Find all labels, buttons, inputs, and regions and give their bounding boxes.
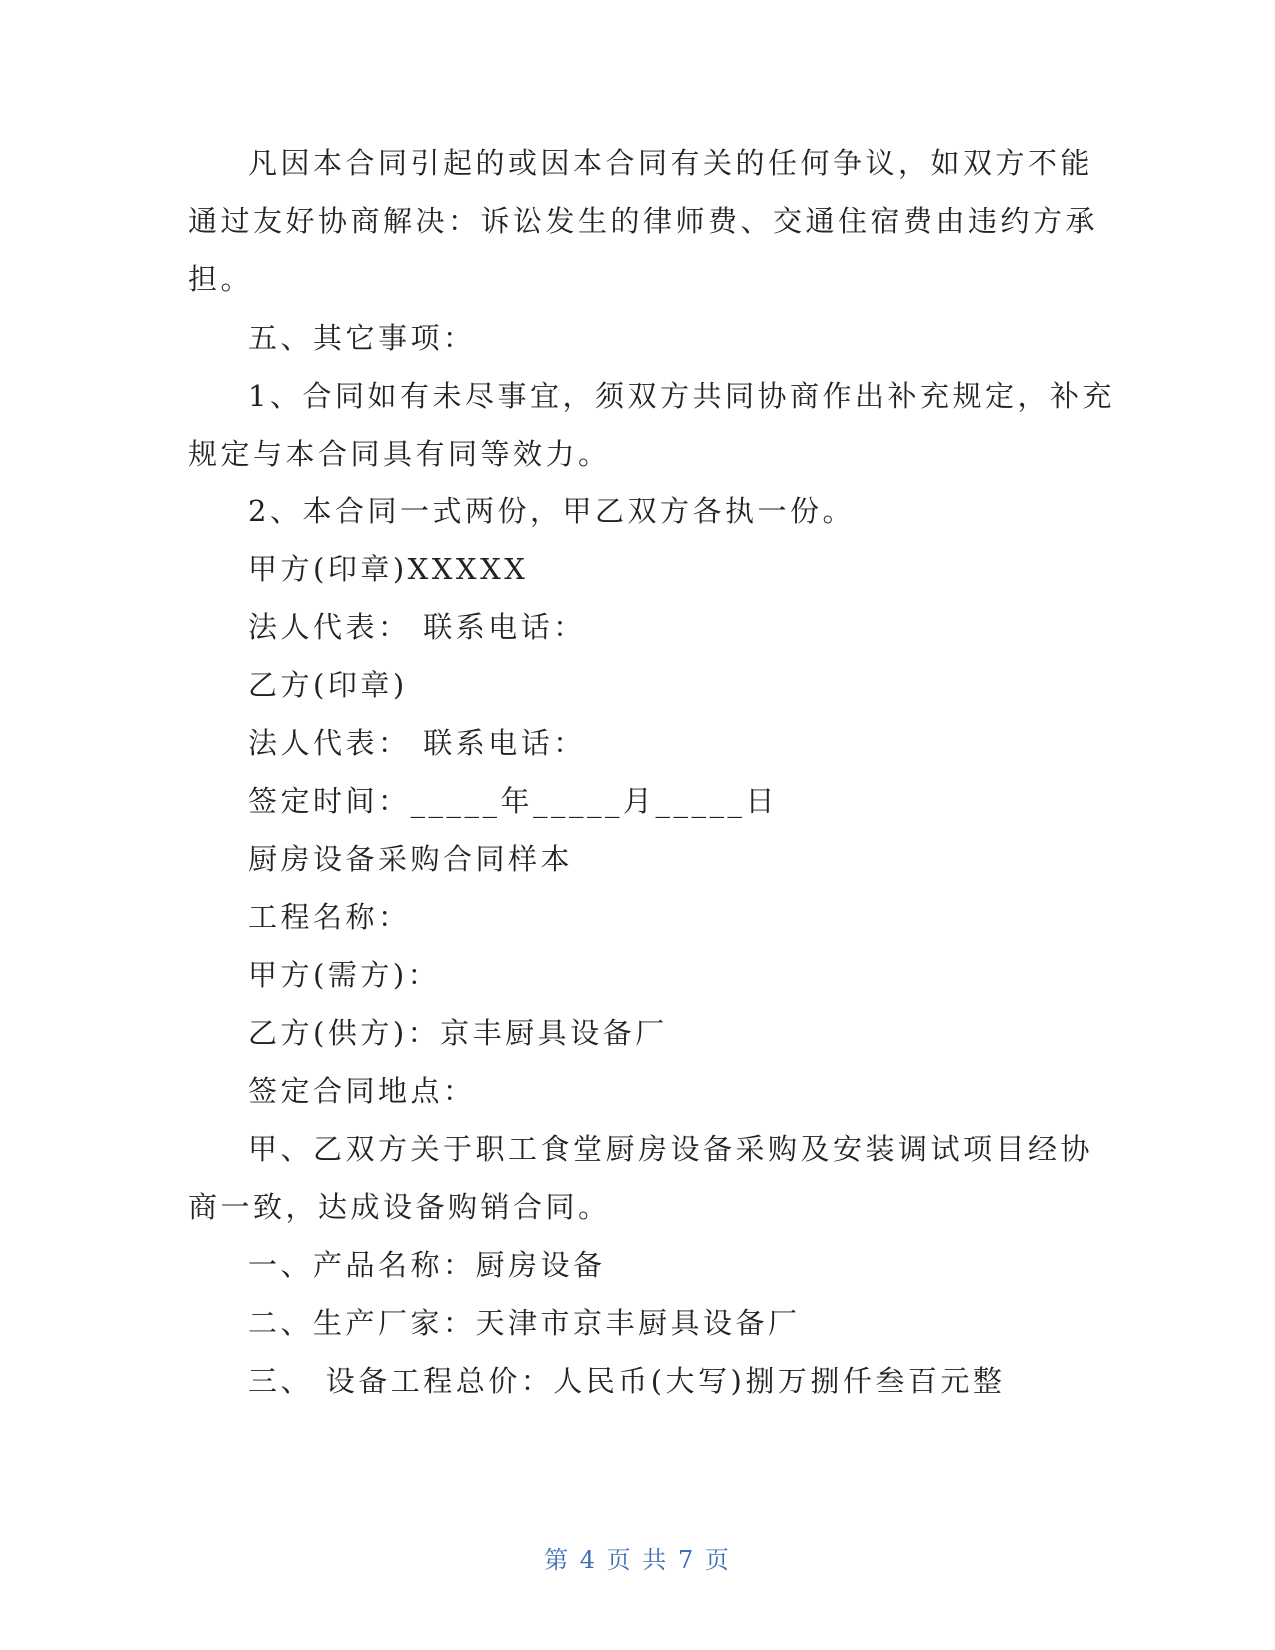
legal-rep-contact: 法人代表： 联系电话： [248, 610, 586, 644]
paragraph-line: 通过友好协商解决：诉讼发生的律师费、交通住宿费由违约方承 [188, 204, 1099, 238]
paragraph-line: 商一致，达成设备购销合同。 [188, 1190, 611, 1224]
section-heading: 五、其它事项： [248, 321, 476, 355]
paragraph-line: 甲、乙双方关于职工食堂厨房设备采购及安装调试项目经协 [248, 1132, 1094, 1166]
signing-date: 签定时间：_____年_____月_____日 [248, 784, 779, 818]
project-name: 工程名称： [248, 900, 411, 934]
clause-total-price: 三、 设备工程总价：人民币(大写)捌万捌仟叁百元整 [248, 1364, 1006, 1398]
paragraph-line: 凡因本合同引起的或因本合同有关的任何争议，如双方不能 [248, 146, 1094, 180]
clause-manufacturer: 二、生产厂家：天津市京丰厨具设备厂 [248, 1306, 801, 1340]
party-a-seal: 甲方(印章)XXXXX [248, 552, 529, 586]
legal-rep-contact: 法人代表： 联系电话： [248, 726, 586, 760]
party-b-supplier: 乙方(供方)：京丰厨具设备厂 [248, 1016, 668, 1050]
page-number-footer: 第 4 页 共 7 页 [544, 1546, 731, 1574]
party-a-buyer: 甲方(需方)： [248, 958, 441, 992]
signing-location: 签定合同地点： [248, 1074, 476, 1108]
party-b-seal: 乙方(印章) [248, 668, 408, 702]
contract-title: 厨房设备采购合同样本 [248, 842, 574, 876]
paragraph-line: 1、合同如有未尽事宜，须双方共同协商作出补充规定，补充 [248, 379, 1115, 413]
clause-product-name: 一、产品名称：厨房设备 [248, 1248, 606, 1282]
paragraph-line: 规定与本合同具有同等效力。 [188, 437, 611, 471]
paragraph-line: 担。 [188, 262, 254, 296]
paragraph-line: 2、本合同一式两份，甲乙双方各执一份。 [248, 494, 855, 528]
